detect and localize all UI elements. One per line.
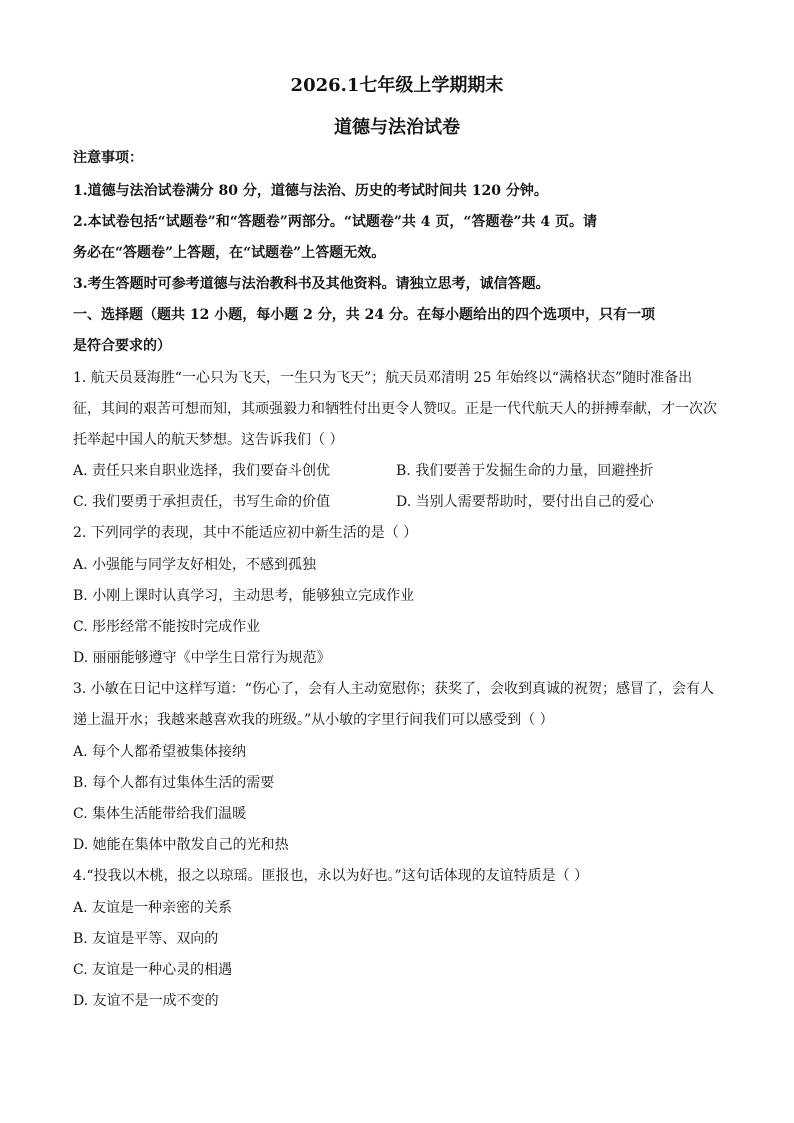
q2-option-c: C. 彤彤经常不能按时完成作业	[73, 619, 261, 635]
q1-stem-line1: 1. 航天员聂海胜“一心只为飞天，一生只为飞天”；航天员邓清明 25 年始终以“满格状态”随时准备出	[73, 370, 693, 386]
q4-stem: 4.“投我以木桃，报之以琼瑶。匪报也，永以为好也。”这句话体现的友谊特质是（ ）	[73, 868, 589, 884]
q2-stem: 2. 下列同学的表现，其中不能适应初中新生活的是（ ）	[73, 525, 418, 541]
q3-option-d: D. 她能在集体中散发自己的光和热	[73, 837, 289, 853]
notice-item-2-line2: 务必在“答题卷”上答题，在“试题卷”上答题无效。	[73, 245, 386, 261]
notice-heading: 注意事项：	[73, 150, 143, 166]
notice-item-1: 1.道德与法治试卷满分 80 分，道德与法治、历史的考试时间共 120 分钟。	[73, 183, 548, 199]
q2-option-b: B. 小刚上课时认真学习，主动思考，能够独立完成作业	[73, 588, 415, 604]
q1-stem-line3: 托举起中国人的航天梦想。这告诉我们（ ）	[73, 432, 344, 448]
q3-stem-line1: 3. 小敏在日记中这样写道：“伤心了，会有人主动宽慰你；获奖了，会收到真诚的祝贺；感冒了，会有人	[73, 681, 714, 697]
q3-option-b: B. 每个人都有过集体生活的需要	[73, 775, 275, 791]
q4-option-a: A. 友谊是一种亲密的关系	[73, 900, 233, 916]
section1-heading-line2: 是符合要求的）	[73, 338, 171, 354]
q2-option-a: A. 小强能与同学友好相处，不感到孤独	[73, 557, 317, 573]
q3-stem-line2: 递上温开水；我越来越喜欢我的班级。”从小敏的字里行间我们可以感受到（ ）	[73, 712, 554, 728]
exam-subtitle: 道德与法治试卷	[334, 117, 460, 138]
q1-option-b: B. 我们要善于发掘生命的力量，回避挫折	[396, 463, 654, 479]
q2-option-d: D. 丽丽能够遵守《中学生日常行为规范》	[73, 650, 331, 666]
exam-title: 2026.1七年级上学期期末	[290, 75, 504, 96]
q4-option-d: D. 友谊不是一成不变的	[73, 993, 219, 1009]
q4-option-b: B. 友谊是平等、双向的	[73, 931, 219, 947]
q1-option-d: D. 当别人需要帮助时，要付出自己的爱心	[396, 494, 654, 510]
q4-option-c: C. 友谊是一种心灵的相遇	[73, 962, 233, 978]
q3-option-a: A. 每个人都希望被集体接纳	[73, 744, 247, 760]
notice-item-3: 3.考生答题时可参考道德与法治教科书及其他资料。请独立思考，诚信答题。	[73, 276, 550, 292]
q1-option-c: C. 我们要勇于承担责任，书写生命的价值	[73, 494, 331, 510]
q1-option-a: A. 责任只来自职业选择，我们要奋斗创优	[73, 463, 331, 479]
q1-stem-line2: 征，其间的艰苦可想而知，其顽强毅力和牺牲付出更令人赞叹。正是一代代航天人的拼搏奉献，才一次次	[73, 401, 717, 417]
q3-option-c: C. 集体生活能带给我们温暖	[73, 806, 247, 822]
section1-heading-line1: 一、选择题（题共 12 小题，每小题 2 分，共 24 分。在每小题给出的四个选项中，只有一项	[73, 307, 655, 323]
notice-item-2-line1: 2.本试卷包括“试题卷”和“答题卷”两部分。“试题卷”共 4 页，“答题卷”共 4 页。请	[73, 214, 598, 230]
